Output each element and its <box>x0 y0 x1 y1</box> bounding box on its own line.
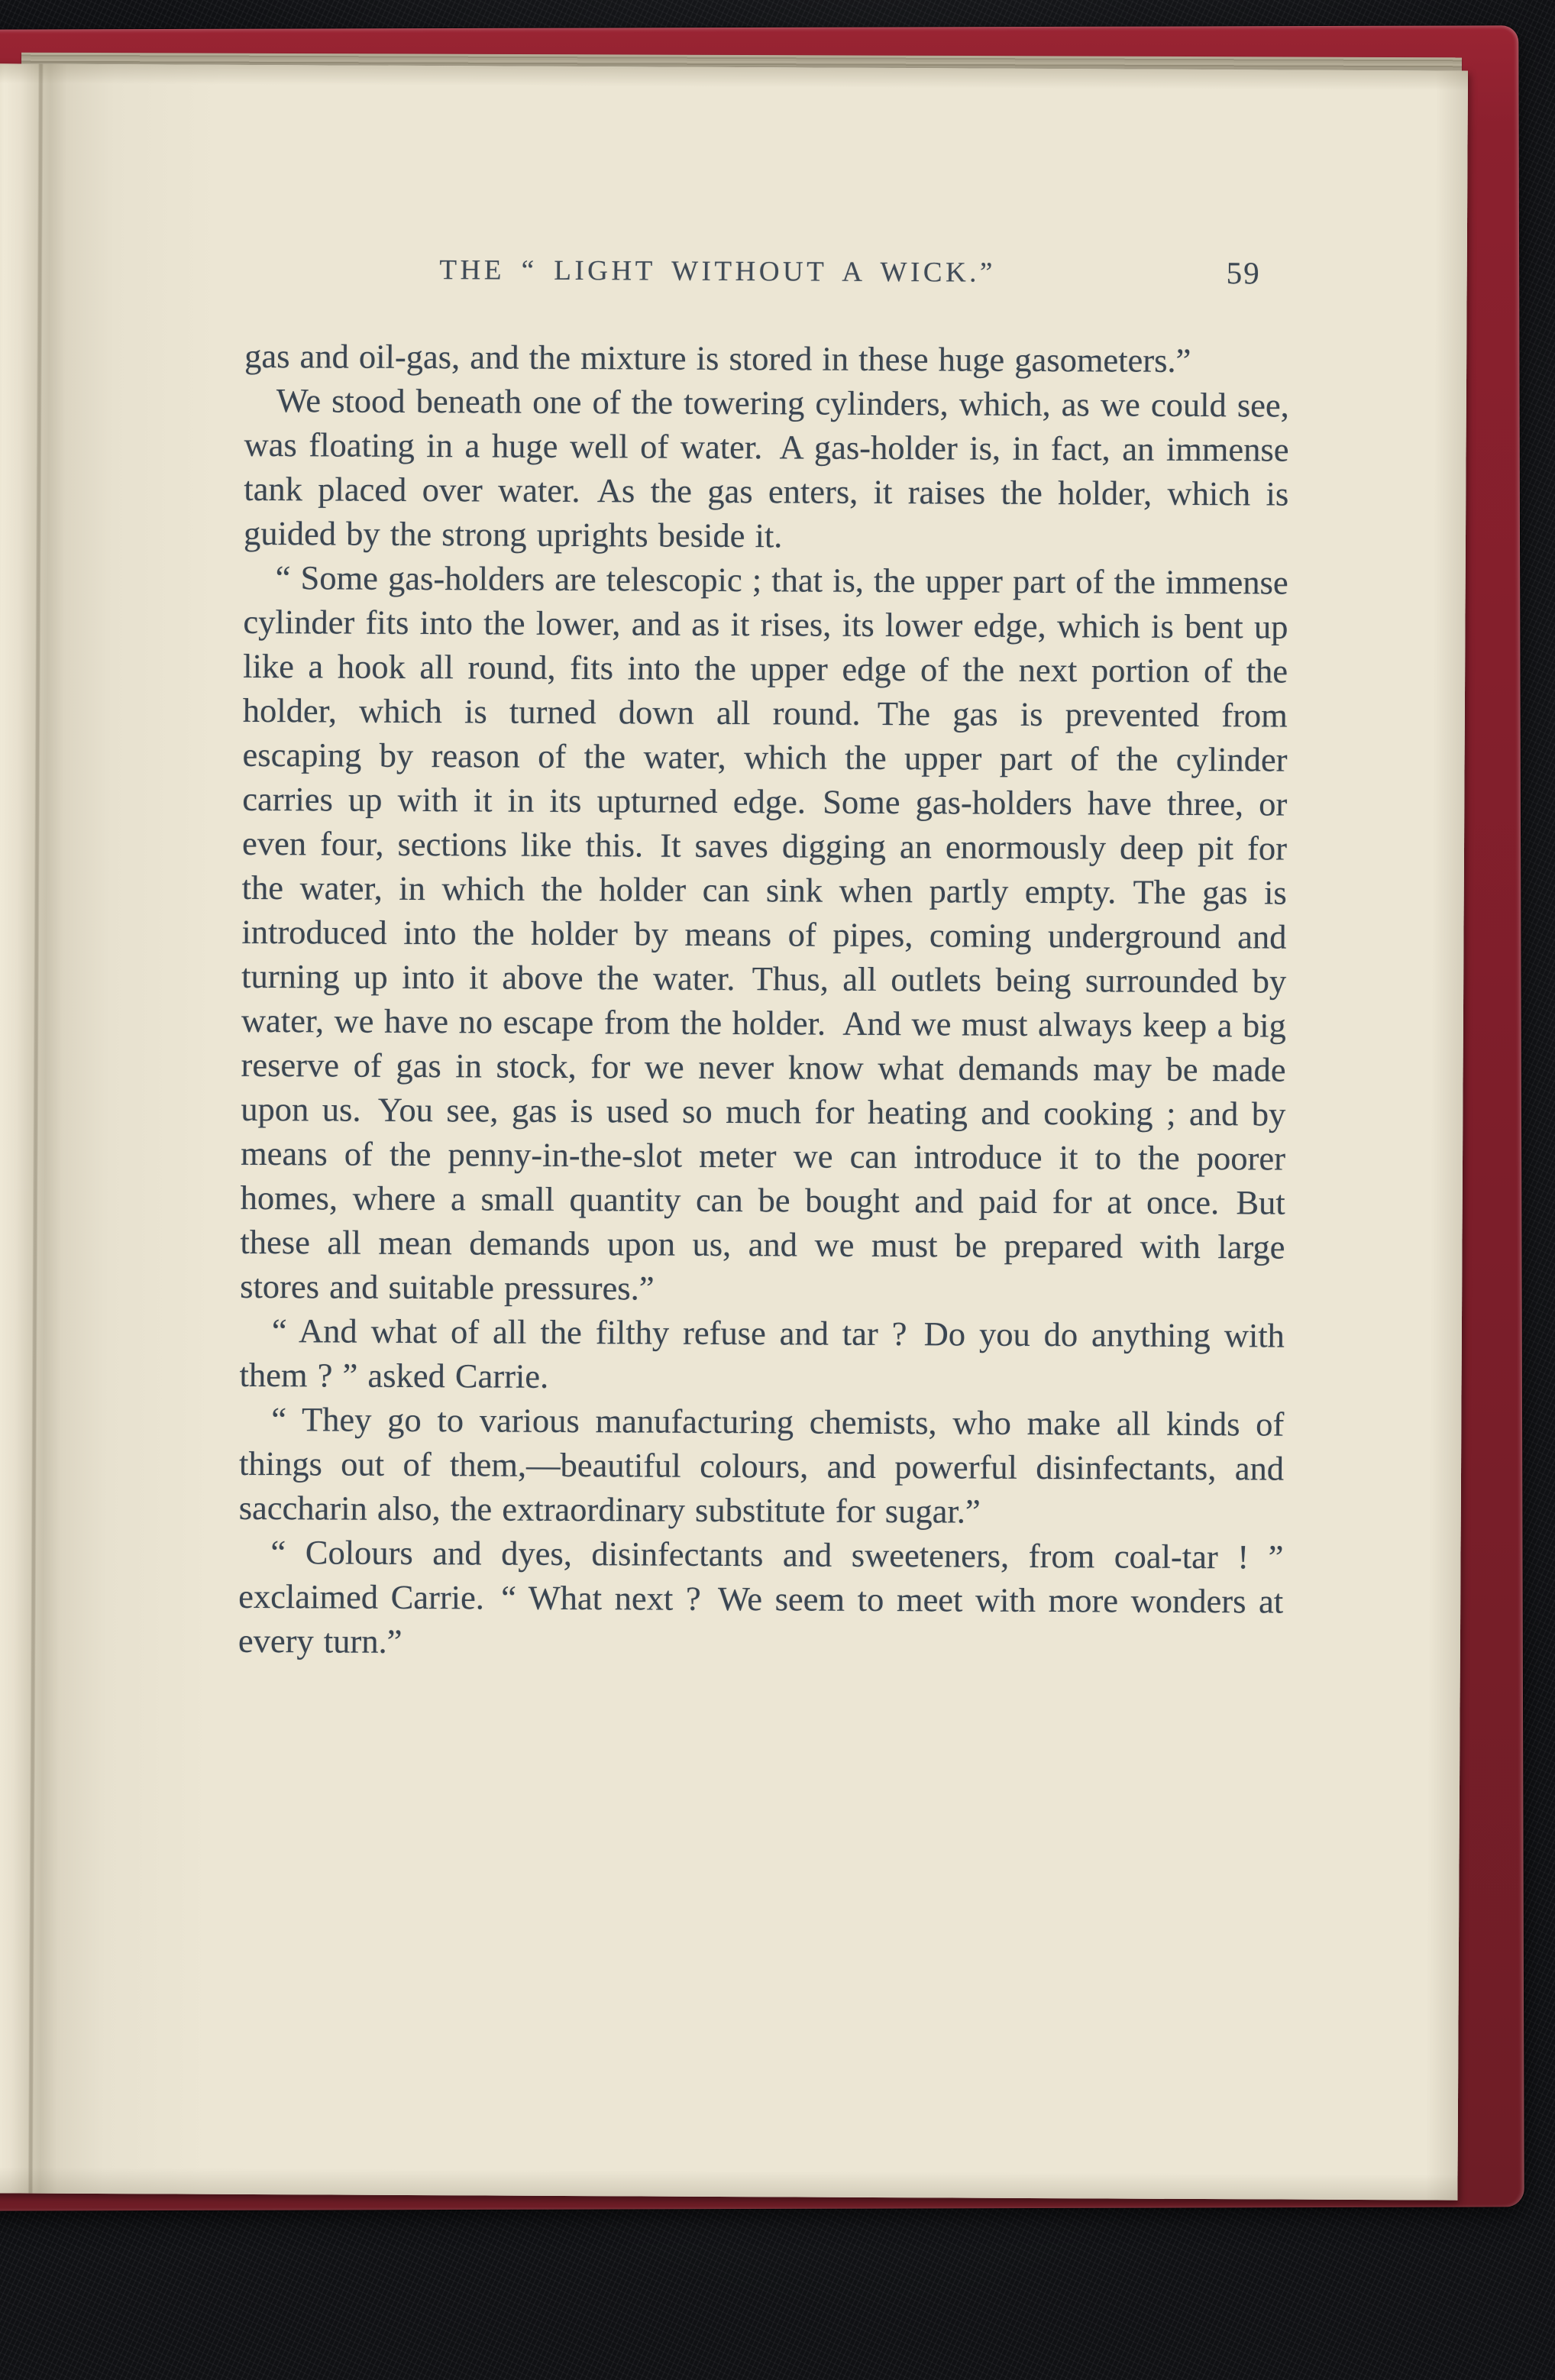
page-content <box>238 253 1290 1668</box>
paragraph: “ And what of all the filthy refuse and tar ? Do you do anything with them ? ” asked Carrie. <box>239 1311 1285 1395</box>
paragraph: We stood beneath one of the towering cylinders, which, as we could see, was floating in a huge well of water. A gas-holder is, in fact, an immense tank placed over water. As the gas enters, it raises the holder, which is guided by the strong uprights beside it. <box>243 381 1289 555</box>
paragraph: “ Colours and dyes, disinfectants and sweeteners, from coal-tar ! ” exclaimed Carrie. “ What next ? We seem to meet with more wonders at every turn.” <box>238 1533 1284 1661</box>
paragraph-continuation: gas and oil-gas, and the mixture is stored in these huge gasometers.” <box>244 336 1191 380</box>
running-header <box>245 253 1290 296</box>
book-page <box>0 63 1468 2200</box>
header-title: THE “ LIGHT WITHOUT A WICK.” <box>439 254 997 289</box>
paragraph: “ Some gas-holders are telescopic ; that is, the upper part of the immense cylinder fits into the lower, and as it rises, its lower edge, which is bent up like a hook all round, fits into the upper edge of the next portion of the holder, which is turned down all round. The gas is prevented from escaping by reason of the water, which the upper part of the cylinder carries up with it in its upturned edge. Some gas-holders have three, or even four, sections like this. It saves digging an enormously deep pit for the water, in which the holder can sink when partly empty. The gas is introduced into the holder by means of pipes, coming underground and turning up into it above the water. Thus, all outlets being surrounded by water, we have no escape from the holder. And we must always keep a big reserve of gas in stock, for we never know what demands may be made upon us. You see, gas is used so much for heating and cooking ; and by means of the penny-in-the-slot meter we can introduce it to the poorer homes, where a small quantity can be bought and paid for at once. But these all mean demands upon us, and we must be prepared with large stores and suitable pressures.” <box>240 558 1288 1308</box>
body-text <box>238 334 1289 1668</box>
page-number: 59 <box>1226 255 1261 291</box>
paragraph: “ They go to various manufacturing chemists, who make all kinds of things out of them,—beautiful colours, and powerful disinfectants, and saccharin also, the extraordinary substitute for sugar.” <box>238 1400 1285 1531</box>
